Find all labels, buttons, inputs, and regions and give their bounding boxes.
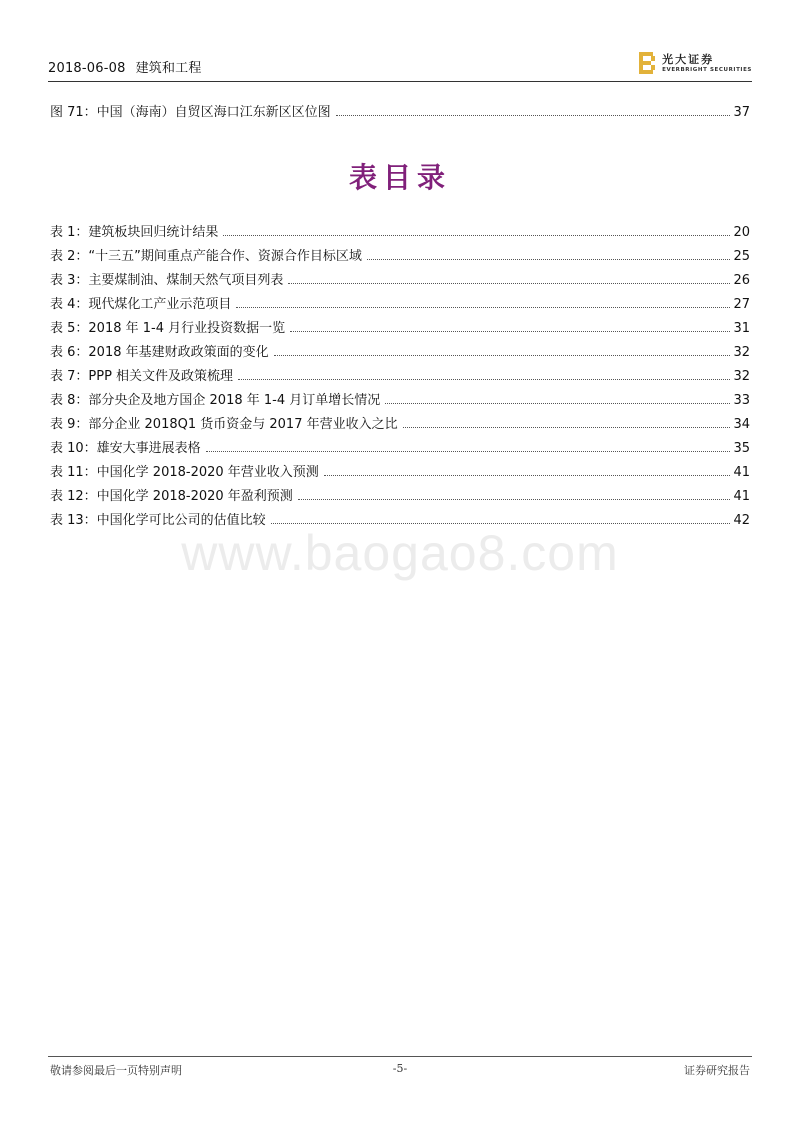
header-text bbox=[48, 57, 202, 76]
toc-leader-dots bbox=[336, 115, 731, 116]
toc-leader-dots bbox=[238, 379, 730, 380]
header-date: 2018-06-08 bbox=[48, 61, 126, 76]
toc-entry-label: 表 9：部分企业 2018Q1 货币资金与 2017 年营业收入之比 bbox=[50, 417, 398, 432]
table-toc-entry-10[interactable] bbox=[50, 436, 750, 456]
logo-text bbox=[662, 53, 752, 74]
toc-leader-dots bbox=[206, 451, 731, 452]
toc-entry-page: 42 bbox=[733, 513, 750, 528]
toc-entry-label: 表 3：主要煤制油、煤制天然气项目列表 bbox=[50, 273, 284, 288]
toc-leader-dots bbox=[288, 283, 730, 284]
toc-leader-dots bbox=[367, 259, 731, 260]
toc-entry-label: 表 4：现代煤化工产业示范项目 bbox=[50, 297, 232, 312]
toc-entry-page: 34 bbox=[733, 417, 750, 432]
table-toc-entry-5[interactable] bbox=[50, 316, 750, 336]
toc-entry-label: 表 2：“十三五”期间重点产能合作、资源合作目标区域 bbox=[50, 249, 362, 264]
toc-entry-label: 表 12：中国化学 2018-2020 年盈利预测 bbox=[50, 489, 293, 504]
header-industry: 建筑和工程 bbox=[135, 61, 202, 76]
page-number: -5- bbox=[392, 1062, 408, 1075]
toc-entry-label: 表 8：部分央企及地方国企 2018 年 1-4 月订单增长情况 bbox=[50, 393, 381, 408]
table-toc-entry-11[interactable] bbox=[50, 460, 750, 480]
toc-entry-page: 35 bbox=[733, 441, 750, 456]
toc-leader-dots bbox=[403, 427, 731, 428]
toc-entry-label: 表 6：2018 年基建财政政策面的变化 bbox=[50, 345, 269, 360]
toc-leader-dots bbox=[324, 475, 731, 476]
header-rule bbox=[48, 81, 752, 82]
toc-entry-label: 表 5：2018 年 1-4 月行业投资数据一览 bbox=[50, 321, 286, 336]
page-footer bbox=[48, 1056, 752, 1076]
logo-cn-name: 光大证券 bbox=[662, 52, 715, 66]
table-toc-entry-8[interactable] bbox=[50, 388, 750, 408]
toc-entry-page: 31 bbox=[733, 321, 750, 336]
table-toc-entry-2[interactable] bbox=[50, 244, 750, 264]
toc-leader-dots bbox=[236, 307, 730, 308]
toc-leader-dots bbox=[274, 355, 731, 356]
toc-leader-dots bbox=[298, 499, 731, 500]
page-header bbox=[48, 48, 752, 82]
company-logo bbox=[638, 50, 752, 76]
toc-entry-page: 32 bbox=[733, 369, 750, 384]
toc-entry-page: 33 bbox=[733, 393, 750, 408]
table-toc-entry-3[interactable] bbox=[50, 268, 750, 288]
table-toc-title: 表目录 bbox=[348, 161, 451, 194]
everbright-logo-icon bbox=[638, 51, 656, 75]
toc-entry-page: 41 bbox=[733, 465, 750, 480]
table-toc-entry-9[interactable] bbox=[50, 412, 750, 432]
footer-disclaimer: 敬请参阅最后一页特别声明 bbox=[50, 1064, 182, 1077]
toc-entry-label: 表 11：中国化学 2018-2020 年营业收入预测 bbox=[50, 465, 319, 480]
toc-entry-page: 41 bbox=[733, 489, 750, 504]
table-toc-entry-6[interactable] bbox=[50, 340, 750, 360]
toc-entry-page: 26 bbox=[733, 273, 750, 288]
toc-entry-page: 25 bbox=[733, 249, 750, 264]
toc-entry-label: 图 71：中国（海南）自贸区海口江东新区区位图 bbox=[50, 105, 331, 120]
toc-entry-page: 37 bbox=[733, 105, 750, 120]
toc-entry-page: 20 bbox=[733, 225, 750, 240]
toc-leader-dots bbox=[290, 331, 730, 332]
logo-en-name: EVERBRIGHT SECURITIES bbox=[662, 66, 752, 73]
table-toc-entry-12[interactable] bbox=[50, 484, 750, 504]
toc-entry-label: 表 13：中国化学可比公司的估值比较 bbox=[50, 513, 266, 528]
figure-toc-entry[interactable] bbox=[50, 100, 750, 120]
toc-entry-page: 32 bbox=[733, 345, 750, 360]
table-toc-entry-4[interactable] bbox=[50, 292, 750, 312]
footer-rule bbox=[48, 1056, 752, 1057]
toc-entry-label: 表 1：建筑板块回归统计结果 bbox=[50, 225, 219, 240]
toc-entry-label: 表 7：PPP 相关文件及政策梳理 bbox=[50, 369, 234, 384]
table-toc-entry-7[interactable] bbox=[50, 364, 750, 384]
toc-entry-page: 27 bbox=[733, 297, 750, 312]
footer-report-type: 证券研究报告 bbox=[684, 1064, 750, 1077]
toc-leader-dots bbox=[223, 235, 730, 236]
toc-entry-label: 表 10：雄安大事进展表格 bbox=[50, 441, 201, 456]
watermark: www.baogao8.com bbox=[181, 525, 619, 581]
table-toc-entry-1[interactable] bbox=[50, 220, 750, 240]
toc-leader-dots bbox=[385, 403, 730, 404]
